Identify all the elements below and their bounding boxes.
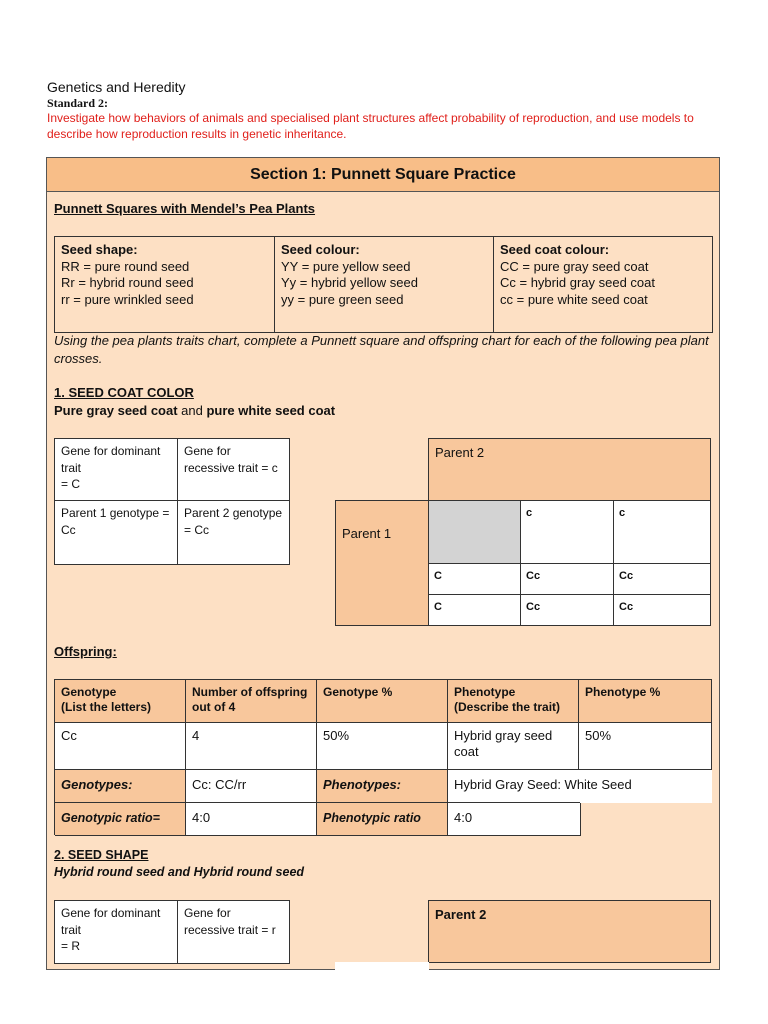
genotypic-ratio-label: Genotypic ratio=	[55, 803, 186, 836]
section-subtitle: Punnett Squares with Mendel’s Pea Plants	[54, 201, 316, 216]
offspring-cell: 50%	[579, 723, 712, 770]
offspring-header: Phenotype (Describe the trait)	[448, 680, 579, 723]
punnett-cell: Cc	[521, 595, 613, 625]
punnett-left-allele: C	[429, 595, 520, 625]
cross1-gene-table	[54, 438, 290, 565]
trait-seed-shape: Seed shape: RR = pure round seed Rr = hybrid round seed rr = pure wrinkled seed	[61, 242, 194, 307]
standard-label: Standard 2:	[47, 96, 109, 110]
worksheet-section	[46, 157, 720, 970]
section-title: Section 1: Punnett Square Practice	[47, 158, 719, 192]
doc-title: Genetics and Heredity	[47, 79, 186, 95]
phenotypic-ratio-label: Phenotypic ratio	[317, 803, 448, 836]
punnett-top-allele: c	[614, 501, 710, 563]
punnett-parent1-label: Parent 1	[335, 500, 429, 626]
offspring-label: Offspring:	[54, 644, 117, 659]
offspring-cell: Cc	[55, 723, 186, 770]
gene-dominant: Gene for dominant trait = R	[55, 901, 178, 963]
cross1-heading: 1. SEED COAT COLOR	[54, 385, 194, 400]
punnett-grid	[428, 500, 711, 626]
trait-seed-colour: Seed colour: YY = pure yellow seed Yy = hybrid yellow seed yy = pure green seed	[274, 237, 493, 332]
genotypes-value: Cc: CC/rr	[186, 770, 317, 803]
gene-recessive: Gene for recessive trait = c	[178, 439, 289, 501]
offspring-cell: 4	[186, 723, 317, 770]
offspring-cell: Hybrid gray seed coat	[448, 723, 579, 770]
offspring-header: Genotype (List the letters)	[55, 680, 186, 723]
cross2-parent2-label: Parent 2	[428, 900, 711, 963]
traits-chart	[54, 236, 713, 333]
offspring-header: Number of offspring out of 4	[186, 680, 317, 723]
punnett-cell: Cc	[614, 564, 710, 594]
phenotypes-label: Phenotypes:	[317, 770, 448, 803]
genotypes-label: Genotypes:	[55, 770, 186, 803]
cross1-subheading: Pure gray seed coat and pure white seed coat	[54, 403, 336, 418]
trait-seed-coat-colour: Seed coat colour: CC = pure gray seed coat Cc = hybrid gray seed coat cc = pure white seed coat	[493, 237, 712, 332]
offspring-header: Phenotype %	[579, 680, 712, 723]
cross2-parent1-edge	[335, 962, 429, 970]
offspring-table	[54, 679, 712, 803]
punnett-corner	[429, 501, 520, 563]
instructions: Using the pea plants traits chart, complete a Punnett square and offspring chart for each of the following pea plant crosses.	[54, 333, 709, 366]
phenotypes-value: Hybrid Gray Seed: White Seed	[448, 770, 712, 803]
gene-dominant: Gene for dominant trait = C	[55, 439, 178, 501]
punnett-cell: Cc	[614, 595, 710, 625]
parent2-genotype: Parent 2 genotype = Cc	[178, 501, 289, 564]
genotypic-ratio-value: 4:0	[186, 803, 317, 836]
phenotypic-ratio-value: 4:0	[448, 803, 581, 836]
ratio-table	[54, 802, 580, 835]
punnett-parent2-label: Parent 2	[428, 438, 711, 501]
offspring-header: Genotype %	[317, 680, 448, 723]
punnett-cell: Cc	[521, 564, 613, 594]
parent1-genotype: Parent 1 genotype = Cc	[55, 501, 178, 564]
cross2-heading: 2. SEED SHAPE	[54, 848, 149, 862]
cross2-subheading: Hybrid round seed and Hybrid round seed	[54, 865, 305, 879]
offspring-cell: 50%	[317, 723, 448, 770]
cross2-gene-table	[54, 900, 290, 964]
gene-recessive: Gene for recessive trait = r	[178, 901, 289, 963]
standard-text: Investigate how behaviors of animals and specialised plant structures affect probability of reproduction, and use models to describe how reproduction results in genetic inheritance.	[47, 111, 694, 141]
punnett-left-allele: C	[429, 564, 520, 594]
punnett-top-allele: c	[521, 501, 613, 563]
